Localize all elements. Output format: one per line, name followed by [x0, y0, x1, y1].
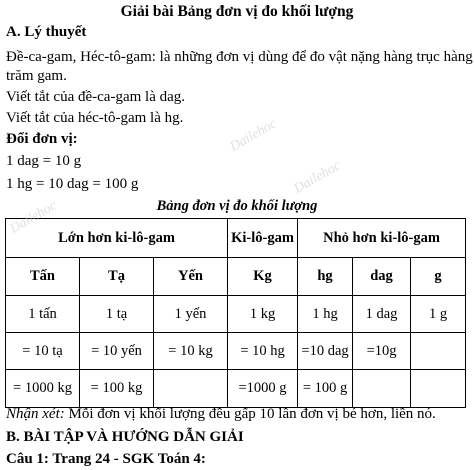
remark	[6, 406, 436, 423]
mass-units-table	[5, 218, 466, 408]
convert-heading: Đổi đơn vị:	[6, 131, 78, 147]
unit-header: dag	[353, 258, 411, 296]
table-cell: =1000 g	[228, 370, 298, 408]
unit-header: Tạ	[80, 258, 154, 296]
watermark-logo: Dailehoc	[291, 158, 344, 197]
group-header-row	[6, 219, 466, 258]
remark-label: Nhận xét:	[6, 406, 65, 422]
section-a-heading: A. Lý thuyết	[6, 24, 87, 40]
table-row	[6, 296, 466, 333]
unit-header: Yến	[154, 258, 228, 296]
table-cell: = 10 hg	[228, 333, 298, 370]
group-kilogram: Ki-lô-gam	[228, 219, 298, 258]
table-cell: 1 yến	[154, 296, 228, 333]
convert-dag: 1 dag = 10 g	[6, 153, 82, 169]
table-cell	[411, 370, 466, 408]
unit-header: g	[411, 258, 466, 296]
table-cell: = 1000 kg	[6, 370, 80, 408]
definition-line-1: Đề-ca-gam, Héc-tô-gam: là những đơn vị dùng để đo vật nặng hàng trục hàng	[6, 49, 473, 65]
table-cell: = 100 kg	[80, 370, 154, 408]
table-row	[6, 333, 466, 370]
table-row	[6, 370, 466, 408]
table-cell: 1 tạ	[80, 296, 154, 333]
unit-header-row	[6, 258, 466, 296]
table-cell: = 10 kg	[154, 333, 228, 370]
table-cell	[411, 333, 466, 370]
table-cell: 1 dag	[353, 296, 411, 333]
table-cell: 1 tấn	[6, 296, 80, 333]
abbreviation-dag: Viết tắt của đề-ca-gam là dag.	[6, 89, 186, 105]
table-cell: 1 hg	[298, 296, 353, 333]
abbreviation-hg: Viết tắt của héc-tô-gam là hg.	[6, 110, 184, 126]
table-cell: =10 dag	[298, 333, 353, 370]
unit-header: hg	[298, 258, 353, 296]
page-title: Giải bài Bảng đơn vị đo khối lượng	[120, 3, 354, 20]
definition-line-2: trăm gam.	[6, 68, 67, 84]
question-1-heading: Câu 1: Trang 24 - SGK Toán 4:	[6, 451, 206, 467]
unit-header: Tấn	[6, 258, 80, 296]
remark-text: Mỗi đơn vị khối lượng đều gấp 10 lần đơn vị bé hơn, liền nó.	[64, 406, 436, 422]
convert-hg: 1 hg = 10 dag = 100 g	[6, 176, 139, 192]
table-cell: = 100 g	[298, 370, 353, 408]
table-cell: 1 g	[411, 296, 466, 333]
table-cell: = 10 tạ	[6, 333, 80, 370]
table-cell	[154, 370, 228, 408]
table-cell: =10g	[353, 333, 411, 370]
group-smaller-than-kg: Nhỏ hơn ki-lô-gam	[298, 219, 466, 258]
group-larger-than-kg: Lớn hơn ki-lô-gam	[6, 219, 228, 258]
table-caption: Bảng đơn vị đo khối lượng	[156, 198, 318, 214]
watermark-logo: Dailehoc	[227, 116, 280, 155]
section-b-heading: B. BÀI TẬP VÀ HƯỚNG DẪN GIẢI	[6, 429, 244, 445]
table-cell: 1 kg	[228, 296, 298, 333]
watermark-logo: Dailehoc	[7, 198, 60, 237]
unit-header: Kg	[228, 258, 298, 296]
table-cell	[353, 370, 411, 408]
table-cell: = 10 yến	[80, 333, 154, 370]
